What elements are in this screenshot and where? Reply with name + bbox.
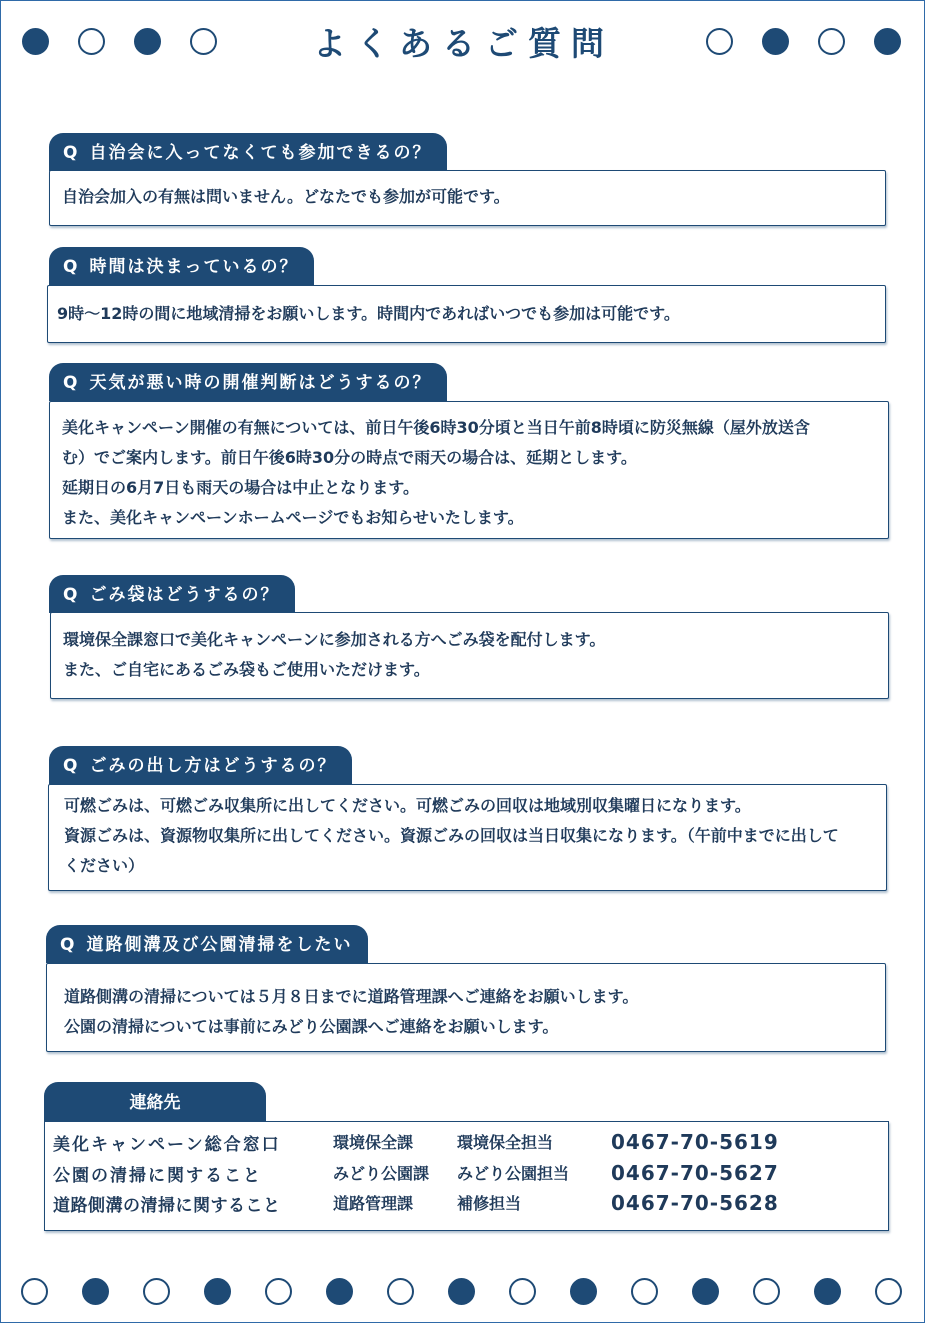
faq-answer-line: また、ご自宅にあるごみ袋もご使用いただけます。: [63, 660, 430, 679]
outline-circle-icon: [706, 28, 733, 55]
faq-answer-box: [49, 170, 886, 226]
faq-question-tab: [49, 133, 447, 171]
q-mark: Q: [63, 585, 80, 605]
faq-answer-line: 道路側溝の清掃については５月８日までに道路管理課へご連絡をお願いします。: [64, 987, 639, 1006]
top-right-dot-row: [706, 28, 901, 55]
faq-answer-line: 延期日の6月7日も雨天の場合は中止となります。: [62, 478, 419, 497]
outline-circle-icon: [509, 1278, 536, 1305]
faq-question: 道路側溝及び公園清掃をしたい: [86, 935, 353, 955]
contacts-heading: 連絡先: [44, 1082, 266, 1122]
faq-question: ごみ袋はどうするの？: [89, 585, 280, 605]
faq-question: 自治会に入ってなくても参加できるの？: [89, 143, 432, 163]
contact-dept: 環境保全課: [333, 1133, 414, 1152]
faq-answer-line: 環境保全課窓口で美化キャンペーンに参加される方へごみ袋を配付します。: [63, 630, 606, 649]
faq-answer-line: む）でご案内します。前日午後6時30分の時点で雨天の場合は、延期とします。: [62, 448, 637, 467]
filled-circle-icon: [692, 1278, 719, 1305]
faq-question-tab: [49, 247, 314, 285]
outline-circle-icon: [143, 1278, 170, 1305]
contact-staff: みどり公園担当: [457, 1164, 570, 1183]
contact-phone[interactable]: 0467-70-5628: [611, 1191, 779, 1215]
filled-circle-icon: [570, 1278, 597, 1305]
page-title: よくあるご質問: [313, 24, 614, 63]
faq-answer-box: [49, 401, 889, 539]
faq-question-tab: [49, 363, 447, 401]
faq-answer-line: 資源ごみは、資源物収集所に出してください。資源ごみの回収は当日収集になります。（午前中までに出して: [64, 826, 839, 845]
contact-row: [45, 1130, 888, 1160]
outline-circle-icon: [875, 1278, 902, 1305]
filled-circle-icon: [448, 1278, 475, 1305]
faq-answer-line: ください）: [64, 856, 145, 875]
q-mark: Q: [63, 257, 80, 277]
outline-circle-icon: [265, 1278, 292, 1305]
faq-question-tab: [49, 575, 295, 613]
outline-circle-icon: [21, 1278, 48, 1305]
q-mark: Q: [63, 143, 80, 163]
contact-topic: 公園の清掃に関すること: [53, 1166, 262, 1186]
faq-question: ごみの出し方はどうするの？: [89, 756, 337, 776]
filled-circle-icon: [762, 28, 789, 55]
faq-question: 天気が悪い時の開催判断はどうするの？: [89, 373, 432, 393]
faq-answer-line: 美化キャンペーン開催の有無については、前日午後6時30分頃と当日午前8時頃に防災無線（屋外放送含: [62, 418, 810, 437]
faq-answer-box: [47, 285, 886, 343]
contact-topic: 美化キャンペーン総合窓口: [53, 1135, 281, 1155]
contact-topic: 道路側溝の清掃に関すること: [53, 1196, 281, 1216]
q-mark: Q: [63, 373, 80, 393]
contact-staff: 環境保全担当: [457, 1133, 554, 1152]
faq-answer-box: [50, 612, 889, 699]
filled-circle-icon: [874, 28, 901, 55]
outline-circle-icon: [631, 1278, 658, 1305]
contact-staff: 補修担当: [457, 1194, 522, 1213]
contacts-table: [44, 1121, 889, 1231]
outline-circle-icon: [753, 1278, 780, 1305]
faq-answer-line: 自治会加入の有無は問いません。どなたでも参加が可能です。: [62, 187, 510, 206]
faq-question: 時間は決まっているの？: [89, 257, 299, 277]
contact-phone[interactable]: 0467-70-5627: [611, 1161, 779, 1185]
faq-answer-box: [46, 963, 886, 1052]
outline-circle-icon: [387, 1278, 414, 1305]
contact-dept: みどり公園課: [333, 1164, 430, 1183]
faq-answer-line: 可燃ごみは、可燃ごみ収集所に出してください。可燃ごみの回収は地域別収集曜日になります。: [64, 796, 751, 815]
contact-dept: 道路管理課: [333, 1194, 414, 1213]
faq-question-tab: [49, 746, 352, 784]
filled-circle-icon: [204, 1278, 231, 1305]
faq-answer-line: また、美化キャンペーンホームページでもお知らせいたします。: [62, 508, 524, 527]
filled-circle-icon: [82, 1278, 109, 1305]
faq-answer-box: [48, 784, 887, 891]
q-mark: Q: [60, 935, 77, 955]
outline-circle-icon: [818, 28, 845, 55]
contact-row: [45, 1191, 888, 1221]
contact-phone[interactable]: 0467-70-5619: [611, 1130, 779, 1154]
bottom-dot-row: [21, 1278, 902, 1305]
filled-circle-icon: [326, 1278, 353, 1305]
contact-row: [45, 1161, 888, 1191]
faq-answer-line: 公園の清掃については事前にみどり公園課へご連絡をお願いします。: [64, 1017, 559, 1036]
faq-question-tab: [46, 925, 368, 963]
faq-answer-line: 9時～12時の間に地域清掃をお願いします。時間内であればいつでも参加は可能です。: [57, 304, 680, 323]
filled-circle-icon: [814, 1278, 841, 1305]
q-mark: Q: [63, 756, 80, 776]
